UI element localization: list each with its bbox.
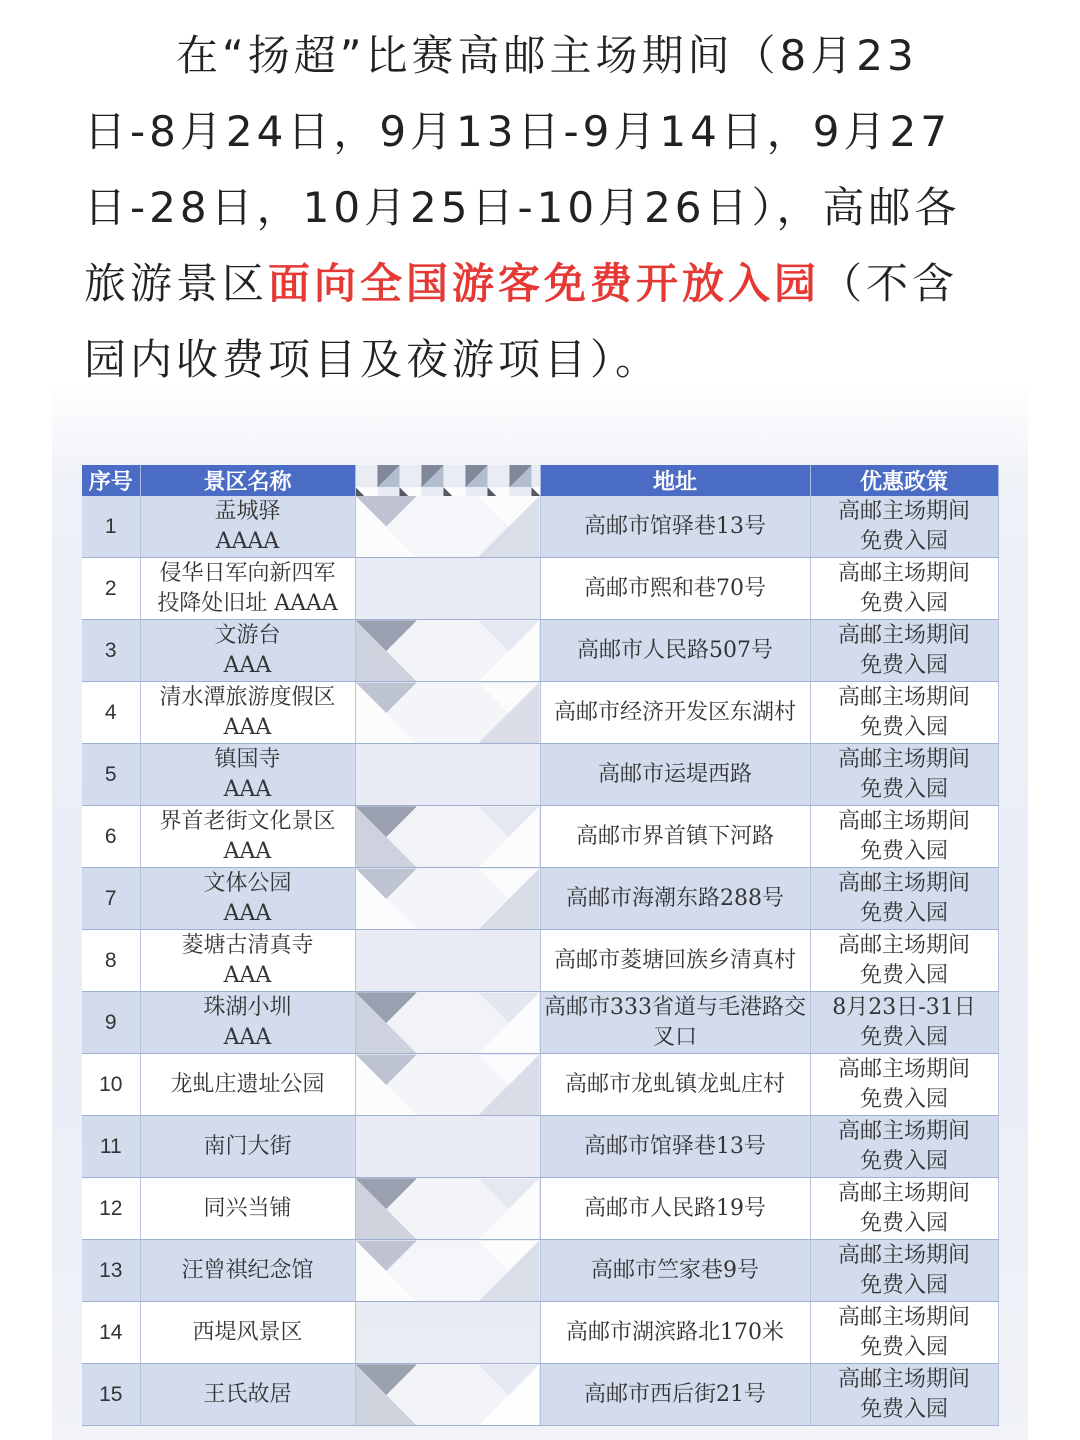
- table-row: [82, 992, 998, 1054]
- cell-address: 高邮市人民路507号: [540, 620, 810, 682]
- cell-no: 15: [82, 1364, 140, 1426]
- cell-address: 高邮市西后街21号: [540, 1364, 810, 1426]
- policy-line2: 免费入园: [859, 1086, 948, 1112]
- table-row: [82, 868, 998, 930]
- policy-line1: 高邮主场期间: [837, 1242, 970, 1268]
- policy-line1: 高邮主场期间: [837, 498, 970, 524]
- spot-name: 王氏故居: [203, 1381, 292, 1407]
- cell-policy: [810, 1240, 998, 1302]
- spot-name: 侵华日军向新四军: [159, 560, 336, 586]
- cell-no: 3: [82, 620, 140, 682]
- redacted-cell: [355, 1178, 540, 1240]
- cell-address: 高邮市熙和巷70号: [540, 558, 810, 620]
- spot-name: 界首老街文化景区: [159, 808, 336, 834]
- spot-level: AAA: [223, 900, 272, 926]
- cell-no: 5: [82, 744, 140, 806]
- cell-address: 高邮市界首镇下河路: [540, 806, 810, 868]
- spot-level: AAAA: [215, 528, 280, 554]
- redacted-cell: [355, 1116, 540, 1178]
- table-row: [82, 1302, 998, 1364]
- spot-level: AAA: [223, 714, 272, 740]
- spot-name: 龙虬庄遗址公园: [170, 1071, 325, 1097]
- policy-line2: 免费入园: [859, 838, 948, 864]
- cell-no: 4: [82, 682, 140, 744]
- spot-level: AAA: [223, 776, 272, 802]
- cell-name: [140, 558, 355, 620]
- spot-level: 投降处旧址 AAAA: [157, 590, 338, 616]
- spot-level: AAA: [223, 652, 272, 678]
- cell-policy: [810, 992, 998, 1054]
- cell-name: [140, 620, 355, 682]
- spot-name: 南门大街: [203, 1133, 292, 1159]
- cell-address: 高邮市海潮东路288号: [540, 868, 810, 930]
- policy-line2: 免费入园: [859, 1024, 948, 1050]
- cell-address: 高邮市人民路19号: [540, 1178, 810, 1240]
- cell-no: 2: [82, 558, 140, 620]
- cell-name: [140, 496, 355, 558]
- table-row: [82, 682, 998, 744]
- cell-address: 高邮市经济开发区东湖村: [540, 682, 810, 744]
- cell-name: [140, 1178, 355, 1240]
- policy-line2: 免费入园: [859, 652, 948, 678]
- policy-line1: 高邮主场期间: [837, 1118, 970, 1144]
- policy-line1: 高邮主场期间: [837, 932, 970, 958]
- cell-address: 高邮市运堤西路: [540, 744, 810, 806]
- cell-address: 高邮市竺家巷9号: [540, 1240, 810, 1302]
- policy-line2: 免费入园: [859, 900, 948, 926]
- policy-line2: 免费入园: [859, 1148, 948, 1174]
- spot-level: AAA: [223, 1024, 272, 1050]
- table-body: [82, 496, 998, 1426]
- header-name: 景区名称: [140, 465, 355, 496]
- cell-policy: [810, 1364, 998, 1426]
- intro-text-part1: 在“扬超”比赛高邮主场期间（8月23日-8月24日，9月13日-9月14日，9月27日-28日，10月25日-10月26日），高邮各旅游景区: [84, 31, 961, 308]
- cell-no: 8: [82, 930, 140, 992]
- header-no: 序号: [82, 465, 140, 496]
- cell-policy: [810, 558, 998, 620]
- spot-level: AAA: [223, 838, 272, 864]
- policy-line2: 免费入园: [859, 1272, 948, 1298]
- redacted-cell: [355, 682, 540, 744]
- cell-no: 1: [82, 496, 140, 558]
- policy-line1: 高邮主场期间: [837, 870, 970, 896]
- cell-policy: [810, 682, 998, 744]
- table-row: [82, 1240, 998, 1302]
- policy-line1: 高邮主场期间: [837, 808, 970, 834]
- policy-line1: 高邮主场期间: [837, 1056, 970, 1082]
- policy-line1: 高邮主场期间: [837, 560, 970, 586]
- policy-line2: 免费入园: [859, 776, 948, 802]
- table-header-row: [82, 465, 998, 496]
- table-row: [82, 496, 998, 558]
- redacted-cell: [355, 558, 540, 620]
- table-row: [82, 806, 998, 868]
- redacted-cell: [355, 496, 540, 558]
- table-row: [82, 620, 998, 682]
- cell-address: 高邮市馆驿巷13号: [540, 496, 810, 558]
- policy-line2: 免费入园: [859, 962, 948, 988]
- spot-name: 汪曾祺纪念馆: [181, 1257, 314, 1283]
- redacted-cell: [355, 868, 540, 930]
- policy-line1: 高邮主场期间: [837, 1366, 970, 1392]
- cell-policy: [810, 930, 998, 992]
- cell-address: 高邮市湖滨路北170米: [540, 1302, 810, 1364]
- spot-name: 清水潭旅游度假区: [159, 684, 336, 710]
- cell-name: [140, 1240, 355, 1302]
- spot-name: 菱塘古清真寺: [181, 932, 314, 958]
- policy-line1: 高邮主场期间: [837, 1180, 970, 1206]
- cell-no: 6: [82, 806, 140, 868]
- spot-name: 珠湖小圳: [203, 994, 292, 1020]
- scenic-spots-table: [82, 465, 999, 1426]
- table-row: [82, 1116, 998, 1178]
- spot-name: 西堤风景区: [192, 1319, 303, 1345]
- policy-line2: 免费入园: [859, 714, 948, 740]
- cell-no: 13: [82, 1240, 140, 1302]
- cell-no: 9: [82, 992, 140, 1054]
- table-row: [82, 1364, 998, 1426]
- intro-paragraph: [84, 18, 1004, 398]
- cell-policy: [810, 1178, 998, 1240]
- cell-policy: [810, 806, 998, 868]
- cell-no: 10: [82, 1054, 140, 1116]
- intro-text-part2: （不含园内收费项目及夜游项目）。: [84, 259, 959, 384]
- cell-address: 高邮市菱塘回族乡清真村: [540, 930, 810, 992]
- spot-name: 盂城驿: [214, 498, 281, 524]
- redacted-column-header: [355, 465, 540, 496]
- cell-policy: [810, 1302, 998, 1364]
- redacted-cell: [355, 930, 540, 992]
- cell-policy: [810, 868, 998, 930]
- cell-name: [140, 992, 355, 1054]
- policy-line1: 高邮主场期间: [837, 1304, 970, 1330]
- table-row: [82, 930, 998, 992]
- cell-policy: [810, 1116, 998, 1178]
- cell-name: [140, 930, 355, 992]
- cell-policy: [810, 496, 998, 558]
- cell-policy: [810, 1054, 998, 1116]
- spot-name: 文体公园: [203, 870, 292, 896]
- policy-line2: 免费入园: [859, 528, 948, 554]
- policy-line2: 免费入园: [859, 590, 948, 616]
- cell-name: [140, 744, 355, 806]
- cell-name: [140, 682, 355, 744]
- policy-line1: 高邮主场期间: [837, 746, 970, 772]
- cell-address: 高邮市333省道与毛港路交叉口: [540, 992, 810, 1054]
- redacted-cell: [355, 806, 540, 868]
- table-row: [82, 1054, 998, 1116]
- redacted-cell: [355, 992, 540, 1054]
- cell-policy: [810, 744, 998, 806]
- intro-highlight: 面向全国游客免费开放入园: [268, 259, 821, 308]
- cell-address: 高邮市馆驿巷13号: [540, 1116, 810, 1178]
- policy-line2: 免费入园: [859, 1210, 948, 1236]
- spot-name: 镇国寺: [214, 746, 281, 772]
- cell-no: 7: [82, 868, 140, 930]
- cell-address: 高邮市龙虬镇龙虬庄村: [540, 1054, 810, 1116]
- table-row: [82, 1178, 998, 1240]
- policy-line2: 免费入园: [859, 1334, 948, 1360]
- policy-line1: 高邮主场期间: [837, 622, 970, 648]
- table-row: [82, 744, 998, 806]
- cell-no: 11: [82, 1116, 140, 1178]
- cell-name: [140, 806, 355, 868]
- cell-name: [140, 868, 355, 930]
- cell-policy: [810, 620, 998, 682]
- cell-name: [140, 1054, 355, 1116]
- cell-name: [140, 1302, 355, 1364]
- cell-name: [140, 1116, 355, 1178]
- redacted-cell: [355, 620, 540, 682]
- spot-name: 文游台: [214, 622, 281, 648]
- table-row: [82, 558, 998, 620]
- cell-name: [140, 1364, 355, 1426]
- spot-level: AAA: [223, 962, 272, 988]
- redacted-cell: [355, 1054, 540, 1116]
- redacted-cell: [355, 744, 540, 806]
- cell-no: 12: [82, 1178, 140, 1240]
- header-policy: 优惠政策: [810, 465, 998, 496]
- policy-line2: 免费入园: [859, 1396, 948, 1422]
- redacted-cell: [355, 1364, 540, 1426]
- redacted-cell: [355, 1240, 540, 1302]
- cell-no: 14: [82, 1302, 140, 1364]
- policy-line1: 高邮主场期间: [837, 684, 970, 710]
- spot-name: 同兴当铺: [203, 1195, 292, 1221]
- header-address: 地址: [540, 465, 810, 496]
- redacted-cell: [355, 1302, 540, 1364]
- policy-line1: 8月23日-31日: [832, 994, 976, 1020]
